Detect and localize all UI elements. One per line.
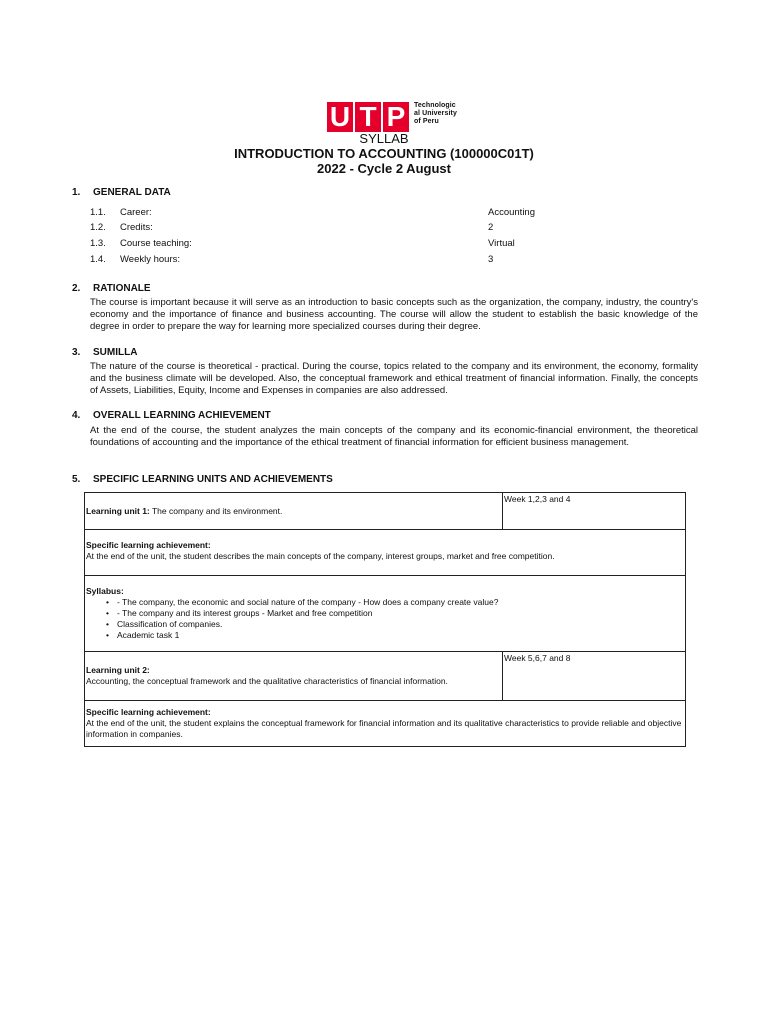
achievement-text: At the end of the unit, the student describes the main concepts of the company, interest groups, market and free competition. bbox=[86, 551, 555, 561]
section-number: 4. bbox=[72, 410, 81, 421]
section-number: 5. bbox=[72, 474, 81, 485]
unit-name: The company and its environment. bbox=[151, 506, 283, 516]
section-title: SPECIFIC LEARNING UNITS AND ACHIEVEMENTS bbox=[93, 474, 333, 485]
section-heading-sumilla bbox=[72, 347, 137, 358]
section-heading-specific bbox=[72, 474, 333, 485]
achievement-label: Specific learning achievement: bbox=[86, 707, 211, 717]
unit-1-syllabus-cell bbox=[85, 576, 686, 652]
row-number: 1.2. bbox=[90, 222, 106, 233]
row-label: Career: bbox=[120, 207, 152, 218]
row-label: Course teaching: bbox=[120, 238, 192, 249]
section-number: 1. bbox=[72, 187, 81, 198]
logo-letter-p: P bbox=[383, 102, 409, 132]
list-item: • Classification of companies. bbox=[120, 619, 684, 630]
unit-2-achievement-cell bbox=[85, 701, 686, 747]
section-title: SUMILLA bbox=[93, 347, 138, 358]
logo-text-line-2: al University bbox=[414, 110, 457, 117]
list-item: • - The company, the economic and social nature of the company - How does a company create value? bbox=[120, 597, 684, 608]
row-value: 2 bbox=[488, 222, 494, 233]
row-number: 1.3. bbox=[90, 238, 106, 249]
row-label: Weekly hours: bbox=[120, 254, 181, 265]
achievement-label: Specific learning achievement: bbox=[86, 540, 211, 550]
row-value: Accounting bbox=[488, 207, 536, 218]
logo-letter-t: T bbox=[355, 102, 381, 132]
unit-name: Accounting, the conceptual framework and the qualitative characteristics of financial information. bbox=[86, 676, 448, 686]
achievement-text: At the end of the unit, the student explains the conceptual framework for financial information and its qualitative characteristics to provide reliable and objective information in companies. bbox=[86, 718, 682, 739]
unit-2-header-row bbox=[85, 652, 686, 701]
section-heading-general-data bbox=[72, 187, 171, 198]
syllabus-label: Syllabus: bbox=[86, 586, 124, 596]
unit-1-title-cell bbox=[85, 493, 503, 530]
unit-2-weeks: Week 5,6,7 and 8 bbox=[503, 652, 686, 701]
row-number: 1.4. bbox=[90, 254, 106, 265]
unit-2-achievement-row bbox=[85, 701, 686, 747]
logo-text-line-1: Technologic bbox=[414, 102, 456, 109]
unit-1-weeks: Week 1,2,3 and 4 bbox=[503, 493, 686, 530]
learning-units-table bbox=[84, 492, 686, 747]
overall-text: At the end of the course, the student analyzes the main concepts of the company and its economic-financial environment, the theoretical foundations of accounting and the importance of the ethical treatment of financial information for efficient business management. bbox=[90, 425, 698, 448]
unit-1-syllabus-row bbox=[85, 576, 686, 652]
row-label: Credits: bbox=[120, 222, 153, 233]
list-item: • Academic task 1 bbox=[120, 630, 684, 641]
section-title: RATIONALE bbox=[93, 283, 151, 294]
syllabus-list bbox=[86, 597, 684, 641]
logo-letter-u: U bbox=[327, 102, 353, 132]
logo-text bbox=[414, 102, 464, 126]
section-number: 3. bbox=[72, 347, 81, 358]
unit-1-achievement-row bbox=[85, 530, 686, 576]
section-heading-rationale bbox=[72, 283, 151, 294]
section-title: GENERAL DATA bbox=[93, 187, 171, 198]
row-value: 3 bbox=[488, 254, 494, 265]
unit-2-title-cell bbox=[85, 652, 503, 701]
row-value: Virtual bbox=[488, 238, 515, 249]
section-title: OVERALL LEARNING ACHIEVEMENT bbox=[93, 410, 271, 421]
unit-label: Learning unit 1: bbox=[86, 506, 150, 516]
doc-type: SYLLAB bbox=[359, 131, 409, 146]
logo-text-line-3: of Peru bbox=[414, 118, 439, 125]
row-number: 1.1. bbox=[90, 207, 106, 218]
utp-logo bbox=[327, 102, 464, 132]
list-item: • - The company and its interest groups - Market and free competition bbox=[120, 608, 684, 619]
unit-1-header-row bbox=[85, 493, 686, 530]
section-number: 2. bbox=[72, 283, 81, 294]
unit-1-achievement-cell bbox=[85, 530, 686, 576]
course-title: INTRODUCTION TO ACCOUNTING (100000C01T) bbox=[234, 146, 534, 161]
rationale-text: The course is important because it will serve as an introduction to basic concepts such as the organization, the company, industry, the country's economy and the importance of finance and business accounting. The course will allow the student to establish the basic knowledge of the degree in order to prepare the way for learning more specialized courses during their degree. bbox=[90, 297, 698, 332]
logo-mark bbox=[327, 102, 411, 132]
course-period: 2022 - Cycle 2 August bbox=[317, 161, 451, 176]
sumilla-text: The nature of the course is theoretical - practical. During the course, topics related to the company and its environment, the economy, formality and the business climate will be developed. Also, the conceptual framework and ethical treatment of financial information. Finally, the concepts of Assets, Liabilities, Equity, Income and Expenses in companies are also addressed. bbox=[90, 361, 698, 396]
unit-label: Learning unit 2: bbox=[86, 665, 150, 675]
section-heading-overall bbox=[72, 410, 271, 421]
